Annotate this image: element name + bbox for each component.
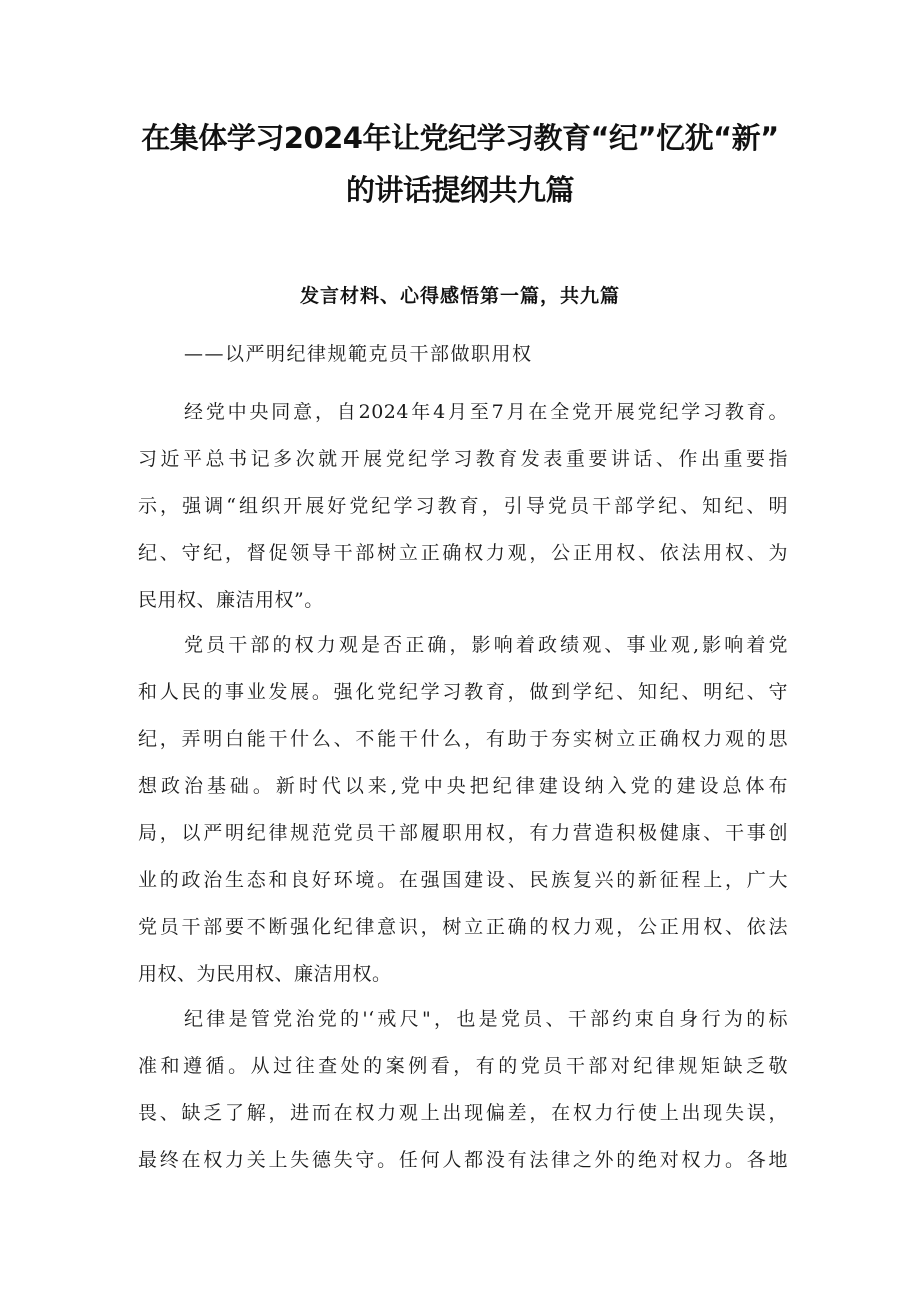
- paragraph-line: 用权、为民用权、廉洁用权。: [138, 963, 392, 985]
- document-title: [100, 112, 820, 216]
- title-line-1: 在集体学习2024年让党纪学习教育“纪”忆犹“新”: [141, 121, 779, 155]
- paragraph-line: 业的政治生态和良好环境。在强国建设、民族复兴的新征程上，广大: [138, 869, 788, 891]
- paragraph-line: 示，强调“组织开展好党纪学习教育，引导党员干部学纪、知纪、明: [138, 495, 788, 517]
- paragraph-line: 经党中央同意，自2024年4月至7月在全党开展党纪学习教育。: [184, 401, 788, 423]
- paragraph-2: [138, 622, 788, 998]
- paragraph-line: 最终在权力关上失德失守。任何人都没有法律之外的绝对权力。各地: [138, 1149, 788, 1171]
- paragraph-line: 局，以严明纪律规范党员干部履职用权，有力营造积极健康、干事创: [138, 822, 788, 844]
- title-line-2: 的讲话提纲共九篇: [345, 173, 574, 207]
- paragraph-line: 纪、守纪，督促领导干部树立正确权力观，公正用权、依法用权、为: [138, 542, 788, 564]
- paragraph-line: 党员干部要不断强化纪律意识，树立正确的权力观，公正用权、依法: [138, 916, 788, 938]
- paragraph-line: 党员干部的权力观是否正确，影响着政绩观、事业观,影响着党: [184, 634, 788, 656]
- paragraph-line: 和人民的事业发展。强化党纪学习教育，做到学纪、知纪、明纪、守: [138, 681, 788, 703]
- paragraph-line: 想政治基础。新时代以来,党中央把纪律建设纳入党的建设总体布: [138, 775, 788, 797]
- paragraph-line: 准和遵循。从过往查处的案例看，有的党员干部对纪律规矩缺乏敬: [138, 1055, 788, 1077]
- section-subtitle: ——以严明纪律规範克员干部做职用权: [184, 343, 533, 365]
- paragraph-line: 纪，弄明白能干什么、不能干什么，有助于夯实树立正确权力观的思: [138, 728, 788, 750]
- paragraph-line: 纪律是管党治党的'‘戒尺"，也是党员、干部约束自身行为的标: [184, 1008, 788, 1030]
- paragraph-line: 习近平总书记多次就开展党纪学习教育发表重要讲话、作出重要指: [138, 448, 788, 470]
- paragraph-line: 畏、缺乏了解，进而在权力观上出现偏差，在权力行使上出现失误，: [138, 1102, 788, 1124]
- paragraph-1: [138, 389, 788, 624]
- section-heading: 发言材料、心得感悟第一篇，共九篇: [299, 285, 620, 307]
- paragraph-line: 民用权、廉洁用权”。: [138, 589, 324, 611]
- paragraph-3: [138, 996, 788, 1184]
